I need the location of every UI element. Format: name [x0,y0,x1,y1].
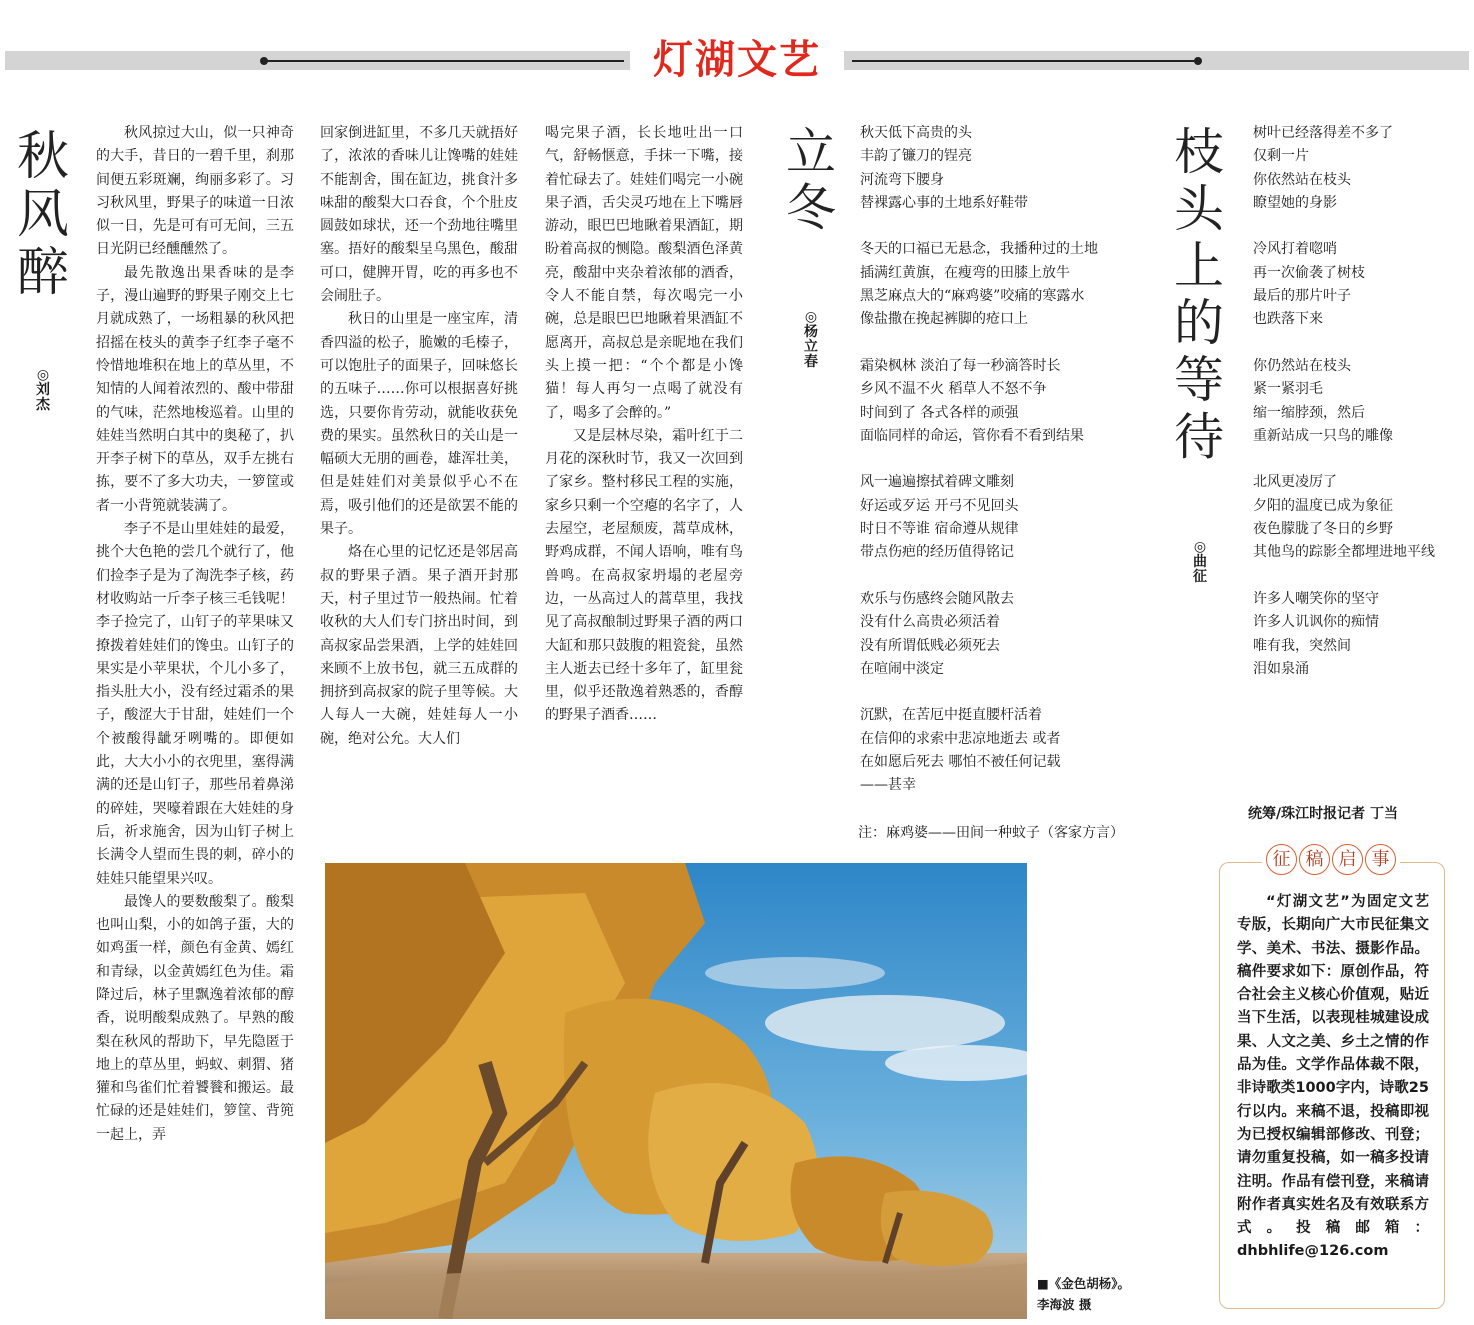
poem-stanza: 北风更凌厉了 夕阳的温度已成为象征 夜色朦胧了冬日的乡野 其他鸟的踪影全都埋进地平线 [1253,474,1435,561]
poem2-author: ◎ 曲 征 [1193,539,1207,585]
photo-image [325,863,1027,1319]
notice-heading-char: 事 [1365,844,1396,875]
poem-stanza: 风一遍遍擦拭着碑文雕刻 好运或歹运 开弓不见回头 时日不等谁 宿命遵从规律 带点伤疤的经历值得铭记 [860,474,1019,561]
poem-stanza: 树叶已经落得差不多了 仅剩一片 你依然站在枝头 瞭望她的身影 [1253,125,1393,211]
poem-stanza: 冷风打着唿哨 再一次偷袭了树枝 最后的那片叶子 也跌落下来 [1253,241,1365,328]
poem-stanza: 沉默，在苦厄中挺直腰杆活着 在信仰的求索中悲凉地逝去 或者 在如愿后死去 哪怕不被任何记载 ——甚幸 [860,707,1061,794]
essay-paragraph: 秋风掠过大山，似一只神奇的大手，昔日的一碧千里，刹那间便五彩斑斓，绚丽多彩了。习习秋风里，野果子的味道一日浓似一日，先是可有可无间，三五日光阴已经醺醺然了。 [96,125,294,258]
notice-body [1237,891,1429,1264]
notice-heading [1262,844,1400,875]
essay-paragraph: 喝完果子酒，长长地吐出一口气，舒畅惬意，手抹一下嘴，接着忙碌去了。娃娃们喝完一小碗果子酒，舌尖灵巧地在上下嘴唇游动，眼巴巴地瞅着果酒缸，期盼着高叔的恻隐。酸梨酒色泽黄亮，酸甜中夹杂着浓郁的酒香，令人不能自禁，每次喝完一小碗，总是眼巴巴地瞅着果酒缸不愿离开，高叔总是亲昵地在我们头上摸一把：“个个都是小馋猫！每人再匀一点喝了就没有了，喝多了会醉的。” [545,125,743,421]
essay-paragraph: 烙在心里的记忆还是邻居高叔的野果子酒。果子酒开封那天，村子里过节一般热闹。忙着收秋的大人们专门挤出时间，到高叔家品尝果酒，上学的娃娃回来顾不上放书包，就三五成群的拥挤到高叔家的院子里等候。大人每人一大碗，娃娃每人一小碗，绝对公允。大人们 [320,544,518,747]
notice-text: “灯湖文艺”为固定文艺专版，长期向广大市民征集文学、美术、书法、摄影作品。稿件要求如下：原创作品，符合社会主义核心价值观，贴近当下生活，以表现桂城建设成果、人文之美、乡土之情的作品为佳。文学作品体裁不限，非诗歌类1000字内，诗歌25行以内。来稿不退，投稿即视为已授权编辑部修改、刊登；请勿重复投稿，如一稿多投请注明。作品有偿刊登，来稿请附作者真实姓名及有效联系方式。投稿邮箱：dhbhlife@126.com [1237,894,1429,1260]
photo-golden-poplar [325,863,1027,1319]
poem1-body [860,122,1098,821]
photo-caption [1037,1273,1130,1315]
masthead-rule-right [852,60,1200,62]
photo-caption-title: ■《金色胡杨》。 [1037,1276,1131,1291]
essay-paragraph: 李子不是山里娃娃的最爱，挑个大色艳的尝几个就行了，他们捡李子是为了淘洗李子核，药材收购站一斤李子核三毛钱呢！李子捡完了，山钉子的苹果味又撩拨着娃娃们的馋虫。山钉子的果实是小苹果状，个儿小多了，指头肚大小，没有经过霜杀的果子，酸涩大于甘甜，娃娃们一个个被酸得龇牙咧嘴的。即便如此，大大小小的衣兜里，塞得满满的还是山钉子，那些吊着鼻涕的碎娃，哭嚎着跟在大娃娃的身后，祈求施舍，因为山钉子树上长满令人望而生畏的刺，碎小的娃娃只能望果兴叹。 [96,521,294,887]
notice-heading-char: 启 [1332,844,1363,875]
essay-title: 秋 风 醉 [16,127,69,303]
poem-stanza: 霜染枫林 淡泊了每一秒滴答时长 乡风不温不火 稻草人不怒不争 时间到了 各式各样的顽强 面临同样的命运，管你看不看到结果 [860,357,1084,444]
essay-paragraph: 最馋人的要数酸梨了。酸梨也叫山梨，小的如鸽子蛋，大的如鸡蛋一样，颜色有金黄、嫣红和青绿，以金黄嫣红色为佳。霜降过后，林子里飘逸着浓郁的醇香，说明酸梨成熟了。早熟的酸梨在秋风的帮助下，早先隐匿于地上的草丛里，蚂蚁、刺猬、猪獾和鸟雀们忙着饕餮和搬运。最忙碌的还是娃娃们，箩筐、背篼一起上，弄 [96,893,294,1143]
poem-stanza: 秋天低下高贵的头 丰韵了镰刀的锃亮 河流弯下腰身 替裸露心事的土地系好鞋带 [860,125,1028,211]
essay-column-3 [545,122,743,728]
essay-paragraph: 最先散逸出果香味的是李子，漫山遍野的野果子刚交上七月就成熟了，一场粗暴的秋风把招摇在枝头的黄李子红李子毫不怜惜地堆积在地上的草丛里，不知情的人闻着浓烈的、酸中带甜的气味，茫然地梭巡着。山里的娃娃当然明白其中的奥秘了，扒开李子树下的草丛，双手左挑右拣，要不了多大功夫，一箩筐或者一小背篼就装满了。 [96,264,294,514]
poem1-author: ◎ 杨 立 春 [804,309,818,370]
poem-stanza: 欢乐与伤感终会随风散去 没有什么高贵必须活着 没有所谓低贱必须死去 在喧闹中淡定 [860,590,1014,677]
page-title: 灯湖文艺 [630,32,844,88]
poem2-title: 枝 头 上 的 等 待 [1174,123,1224,466]
essay-author: ◎ 刘 杰 [36,367,50,413]
poem1-title: 立 冬 [786,123,836,237]
poem-stanza: 冬天的口福已无悬念，我播种过的土地 插满红黄旗，在瘦弯的田膝上放牛 黑芝麻点大的“麻鸡婆”咬痛的寒露水 像盐撒在挽起裤脚的疮口上 [860,241,1098,328]
essay-paragraph: 秋日的山里是一座宝库，清香四溢的松子，脆嫩的毛榛子，可以饱肚子的面果子，回味悠长的五味子……你可以根据喜好挑选，只要你肯劳动，就能收获免费的果实。虽然秋日的关山是一幅硕大无朋的画卷，雄浑壮美，但是娃娃们对美景似乎心不在焉，吸引他们的还是欲罢不能的果子。 [320,311,518,538]
essay-column-2 [320,122,518,751]
masthead-rule-left [262,60,624,62]
essay-paragraph: 又是层林尽染，霜叶红于二月花的深秋时节，我又一次回到了家乡。整村移民工程的实施，家乡只剩一个空瘪的名字了，人去屋空，老屋颓废，蒿草成林，野鸡成群，不闻人语响，唯有鸟兽鸣。在高叔家坍塌的老屋旁边，一丛高过人的蒿草里，我找见了高叔酿制过野果子酒的两口大缸和那只鼓腹的粗瓷瓮，虽然主人逝去已经十多年了，缸里瓮里，似乎还散逸着熟悉的，香醇的野果子酒香…… [545,427,743,724]
poem-stanza: 你仍然站在枝头 紧一紧羽毛 缩一缩脖颈，然后 重新站成一只鸟的雕像 [1253,357,1393,444]
photo-credit: 李海波 摄 [1037,1297,1092,1312]
editor-credit: 统筹/珠江时报记者 丁当 [1248,806,1398,822]
poem1-note: 注：麻鸡婆——田间一种蚊子（客家方言） [858,825,1124,841]
poem2-body [1253,122,1435,704]
notice-heading-char: 征 [1266,844,1297,875]
essay-column-1 [96,122,294,1147]
essay-paragraph: 回家倒进缸里，不多几天就捂好了，浓浓的香味儿让馋嘴的娃娃不能割舍，围在缸边，挑食汁多味甜的酸梨大口吞食，个个肚皮圆鼓如球状，还一个劲地往嘴里塞。捂好的酸梨呈乌黑色，酸甜可口，健脾开胃，吃的再多也不会闹肚子。 [320,125,518,305]
poem-stanza: 许多人嘲笑你的坚守 许多人讥讽你的痴情 唯有我，突然间 泪如泉涌 [1253,590,1379,677]
notice-heading-char: 稿 [1299,844,1330,875]
